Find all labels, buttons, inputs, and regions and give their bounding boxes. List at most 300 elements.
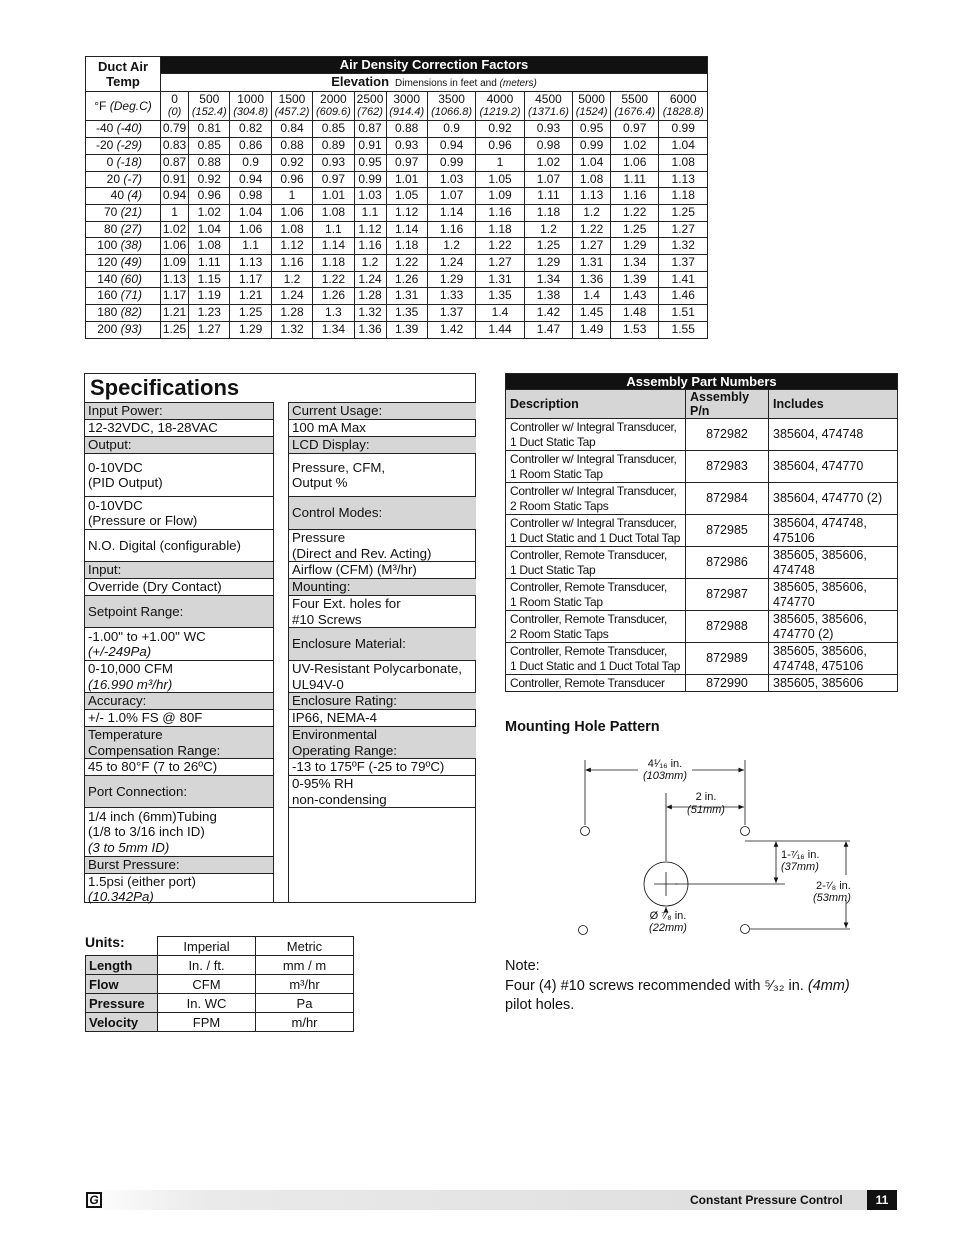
assembly-part-numbers-table: [505, 373, 898, 692]
density-cell: 1.51: [659, 305, 708, 322]
density-cell: 1.25: [611, 221, 659, 238]
assembly-header-pn: Assembly P/n: [686, 390, 769, 419]
assembly-pn: 872989: [686, 643, 769, 675]
temp-label: 80 (27): [86, 221, 161, 238]
spec-value: Override (Dry Contact): [85, 578, 273, 595]
density-cell: 1.41: [659, 271, 708, 288]
dim-upper: 1-⁷⁄₁₆ in.: [781, 849, 820, 861]
density-cell: 0.91: [161, 171, 189, 188]
density-row: [86, 321, 708, 338]
density-cell: 1.25: [230, 305, 271, 322]
dim-half-mm: (51mm): [687, 804, 725, 816]
spec-label: Port Connection:: [85, 775, 273, 807]
assembly-pn: 872983: [686, 451, 769, 483]
density-cell: 1.11: [189, 255, 230, 272]
density-cell: 1.06: [161, 238, 189, 255]
density-cell: 1.13: [659, 171, 708, 188]
density-cell: 1.25: [524, 238, 572, 255]
density-cell: 1.53: [611, 321, 659, 338]
elevation-columns: [86, 92, 708, 121]
density-cell: 1.13: [230, 255, 271, 272]
density-cell: 0.92: [189, 171, 230, 188]
unit-imperial: In. / ft.: [158, 956, 256, 975]
density-row: [86, 288, 708, 305]
units-label: Units:: [85, 934, 125, 950]
units-row: [86, 994, 354, 1013]
elevation-header: Elevation Dimensions in feet and (meters): [161, 73, 708, 92]
density-cell: 0.85: [189, 138, 230, 155]
air-density-table: [85, 56, 708, 339]
temp-label: 40 (4): [86, 188, 161, 205]
spec-label: Environmental Operating Range:: [289, 726, 476, 758]
assembly-row: [506, 611, 898, 643]
density-cell: 0.96: [189, 188, 230, 205]
density-cell: 0.81: [189, 121, 230, 138]
temp-label: 140 (60): [86, 271, 161, 288]
footer-title: Constant Pressure Control: [690, 1193, 843, 1207]
density-cell: 1.07: [524, 171, 572, 188]
density-cell: 1.06: [271, 204, 312, 221]
assembly-description: Controller, Remote Transducer: [506, 675, 686, 692]
density-cell: 1.09: [161, 255, 189, 272]
units-row: [86, 975, 354, 994]
elevation-col-12: 6000 (1828.8): [659, 92, 708, 121]
density-cell: 0.94: [161, 188, 189, 205]
density-title: Air Density Correction Factors: [161, 57, 708, 74]
density-cell: 1.4: [573, 288, 611, 305]
density-cell: 1.45: [573, 305, 611, 322]
spec-value: 100 mA Max: [289, 419, 476, 436]
density-cell: 1.25: [161, 321, 189, 338]
mounting-hole-title: Mounting Hole Pattern: [505, 719, 660, 735]
unit-metric: mm / m: [256, 956, 354, 975]
assembly-row: [506, 547, 898, 579]
density-cell: 1.32: [271, 321, 312, 338]
elevation-col-10: 5000 (1524): [573, 92, 611, 121]
spec-value: IP66, NEMA-4: [289, 709, 476, 726]
elevation-col-4: 2000 (609.6): [313, 92, 354, 121]
temp-label: 180 (82): [86, 305, 161, 322]
density-row: [86, 255, 708, 272]
density-cell: 1.03: [427, 171, 475, 188]
density-cell: 1.17: [230, 271, 271, 288]
units-header-imperial: Imperial: [158, 937, 256, 956]
spec-value: Pressure (Direct and Rev. Acting): [289, 529, 476, 561]
density-cell: 1.08: [573, 171, 611, 188]
unit-name: Velocity: [86, 1013, 158, 1032]
density-cell: 1.1: [354, 204, 386, 221]
density-cell: 1.32: [354, 305, 386, 322]
density-cell: 1.12: [354, 221, 386, 238]
density-cell: 1.18: [659, 188, 708, 205]
density-cell: 1.24: [427, 255, 475, 272]
density-cell: 1.34: [313, 321, 354, 338]
spec-value: 0-10,000 CFM (16.990 m³/hr): [85, 660, 273, 692]
density-cell: 1.08: [659, 154, 708, 171]
dim-lower: 2-⁷⁄₈ in.: [816, 880, 851, 892]
temp-label: 20 (-7): [86, 171, 161, 188]
density-cell: 1.37: [427, 305, 475, 322]
assembly-row: [506, 515, 898, 547]
density-cell: 1.02: [189, 204, 230, 221]
density-cell: 1.16: [476, 204, 524, 221]
mount-hole-bottom-left: [579, 926, 588, 935]
spec-label: Setpoint Range:: [85, 595, 273, 627]
density-cell: 1.43: [611, 288, 659, 305]
density-cell: 1.55: [659, 321, 708, 338]
density-cell: 0.96: [476, 138, 524, 155]
density-cell: 1.05: [476, 171, 524, 188]
spec-label: Burst Pressure:: [85, 856, 273, 873]
spec-value: Pressure, CFM, Output %: [289, 453, 476, 496]
unit-metric: m³/hr: [256, 975, 354, 994]
density-cell: 1.29: [611, 238, 659, 255]
density-cell: 1.14: [386, 221, 427, 238]
density-cell: 0.87: [354, 121, 386, 138]
temp-label: 100 (38): [86, 238, 161, 255]
dim-hole-mm: (22mm): [649, 922, 687, 934]
density-cell: 1.15: [189, 271, 230, 288]
density-cell: 1.36: [354, 321, 386, 338]
dim-hole: Ø ⁷⁄₈ in.: [649, 910, 687, 922]
density-cell: 1.42: [427, 321, 475, 338]
density-cell: 0.86: [230, 138, 271, 155]
spec-value: 1.5psi (either port) (10.342Pa): [85, 873, 273, 904]
elevation-col-11: 5500 (1676.4): [611, 92, 659, 121]
density-row: [86, 138, 708, 155]
density-cell: 1.24: [354, 271, 386, 288]
density-cell: 0.88: [189, 154, 230, 171]
density-cell: 1.04: [230, 204, 271, 221]
elevation-col-5: 2500 (762): [354, 92, 386, 121]
specifications-title: Specifications: [90, 375, 240, 400]
assembly-pn: 872988: [686, 611, 769, 643]
density-cell: 1.1: [230, 238, 271, 255]
density-cell: 1.48: [611, 305, 659, 322]
density-cell: 1.14: [313, 238, 354, 255]
density-cell: 1.44: [476, 321, 524, 338]
density-cell: 1.14: [427, 204, 475, 221]
assembly-row: [506, 643, 898, 675]
density-cell: 1.18: [386, 238, 427, 255]
elevation-col-8: 4000 (1219.2): [476, 92, 524, 121]
spec-label: LCD Display:: [289, 436, 476, 453]
specifications-box: [84, 373, 476, 903]
density-cell: 1: [271, 188, 312, 205]
density-cell: 1.27: [476, 255, 524, 272]
density-cell: 1.08: [189, 238, 230, 255]
density-row: [86, 171, 708, 188]
density-cell: 1.34: [611, 255, 659, 272]
density-cell: 1.33: [427, 288, 475, 305]
density-cell: 1.22: [386, 255, 427, 272]
density-cell: 1.28: [354, 288, 386, 305]
density-cell: 1.04: [659, 138, 708, 155]
assembly-header-includes: Includes: [769, 390, 898, 419]
assembly-row: [506, 451, 898, 483]
density-cell: 0.95: [354, 154, 386, 171]
assembly-row: [506, 579, 898, 611]
density-row: [86, 305, 708, 322]
density-cell: 1.31: [476, 271, 524, 288]
assembly-includes: 385604, 474748: [769, 419, 898, 451]
spec-label: Enclosure Rating:: [289, 692, 476, 709]
units-row: [86, 1013, 354, 1032]
density-cell: 1.08: [313, 204, 354, 221]
assembly-pn: 872986: [686, 547, 769, 579]
density-cell: 0.98: [524, 138, 572, 155]
density-cell: 1.27: [659, 221, 708, 238]
spec-value: 0-95% RH non-condensing: [289, 775, 476, 807]
density-cell: 1.21: [161, 305, 189, 322]
density-cell: 0.79: [161, 121, 189, 138]
assembly-description: Controller w/ Integral Transducer, 1 Room Static Tap: [506, 451, 686, 483]
note-text: Four (4) #10 screws recommended with ⁵⁄₃₂ in. (4mm): [505, 977, 850, 994]
mounting-note: [505, 957, 895, 1016]
density-cell: 1.32: [659, 238, 708, 255]
spec-label: Output:: [85, 436, 273, 453]
density-cell: 1.38: [524, 288, 572, 305]
density-cell: 1.18: [476, 221, 524, 238]
density-cell: 1.11: [524, 188, 572, 205]
density-cell: 1.01: [313, 188, 354, 205]
corner-header: Duct Air Temp: [86, 57, 161, 92]
density-cell: 0.97: [386, 154, 427, 171]
density-cell: 1.16: [354, 238, 386, 255]
density-cell: 1: [476, 154, 524, 171]
spec-label: Input Power:: [85, 402, 273, 419]
units-row: [86, 956, 354, 975]
spec-label: Accuracy:: [85, 692, 273, 709]
unit-imperial: In. WC: [158, 994, 256, 1013]
density-cell: 1.28: [271, 305, 312, 322]
density-cell: 0.88: [271, 138, 312, 155]
density-cell: 1: [161, 204, 189, 221]
density-cell: 1.07: [427, 188, 475, 205]
mounting-hole-diagram: [560, 755, 860, 945]
temp-label: 120 (49): [86, 255, 161, 272]
spec-label: Mounting:: [289, 578, 476, 595]
density-cell: 1.06: [611, 154, 659, 171]
note-label: Note:: [505, 958, 540, 974]
density-cell: 1.49: [573, 321, 611, 338]
assembly-row: [506, 419, 898, 451]
density-cell: 1.27: [189, 321, 230, 338]
density-cell: 1.2: [354, 255, 386, 272]
unit-metric: m/hr: [256, 1013, 354, 1032]
density-cell: 1.04: [573, 154, 611, 171]
density-cell: 1.37: [659, 255, 708, 272]
assembly-pn: 872985: [686, 515, 769, 547]
density-cell: 1.39: [386, 321, 427, 338]
spec-value: +/- 1.0% FS @ 80F: [85, 709, 273, 726]
density-cell: 1.04: [189, 221, 230, 238]
density-cell: 0.95: [573, 121, 611, 138]
assembly-description: Controller, Remote Transducer, 1 Duct Static Tap: [506, 547, 686, 579]
density-cell: 1.05: [386, 188, 427, 205]
assembly-description: Controller, Remote Transducer, 1 Room Static Tap: [506, 579, 686, 611]
density-cell: 1.16: [611, 188, 659, 205]
density-cell: 1.03: [354, 188, 386, 205]
density-cell: 1.12: [271, 238, 312, 255]
assembly-pn: 872990: [686, 675, 769, 692]
spec-value: Airflow (CFM) (M³/hr): [289, 561, 476, 578]
density-row: [86, 271, 708, 288]
mount-hole-bottom-right: [741, 925, 750, 934]
density-cell: 1.13: [573, 188, 611, 205]
density-cell: 1.18: [524, 204, 572, 221]
density-cell: 0.91: [354, 138, 386, 155]
density-cell: 1.31: [573, 255, 611, 272]
units-header-metric: Metric: [256, 937, 354, 956]
density-cell: 0.88: [386, 121, 427, 138]
density-cell: 1.2: [427, 238, 475, 255]
density-cell: 0.97: [313, 171, 354, 188]
density-cell: 0.82: [230, 121, 271, 138]
density-cell: 1.1: [313, 221, 354, 238]
density-cell: 0.92: [476, 121, 524, 138]
assembly-description: Controller w/ Integral Transducer, 1 Duct Static and 1 Duct Total Tap: [506, 515, 686, 547]
spec-value: UV-Resistant Polycarbonate, UL94V-0: [289, 660, 476, 692]
assembly-includes: 385604, 474770: [769, 451, 898, 483]
assembly-description: Controller w/ Integral Transducer, 2 Room Static Taps: [506, 483, 686, 515]
spec-value: -1.00" to +1.00" WC (+/-249Pa): [85, 627, 273, 660]
density-row: [86, 204, 708, 221]
density-cell: 1.12: [386, 204, 427, 221]
spec-value: 0-10VDC (Pressure or Flow): [85, 496, 273, 529]
density-cell: 0.93: [386, 138, 427, 155]
density-cell: 0.99: [659, 121, 708, 138]
temp-label: 200 (93): [86, 321, 161, 338]
unit-name: Length: [86, 956, 158, 975]
dim-upper-mm: (37mm): [781, 861, 819, 873]
assembly-row: [506, 483, 898, 515]
density-cell: 1.18: [313, 255, 354, 272]
density-cell: 0.84: [271, 121, 312, 138]
spec-label: Control Modes:: [289, 496, 476, 529]
density-cell: 1.36: [573, 271, 611, 288]
density-row: [86, 121, 708, 138]
density-cell: 1.22: [573, 221, 611, 238]
density-cell: 0.93: [524, 121, 572, 138]
unit-imperial: CFM: [158, 975, 256, 994]
density-cell: 1.31: [386, 288, 427, 305]
density-cell: 1.26: [313, 288, 354, 305]
spec-value: [289, 807, 476, 935]
density-cell: 1.47: [524, 321, 572, 338]
assembly-pn: 872987: [686, 579, 769, 611]
density-cell: 0.98: [230, 188, 271, 205]
temp-label: 160 (71): [86, 288, 161, 305]
density-cell: 0.96: [271, 171, 312, 188]
temp-label: -40 (-40): [86, 121, 161, 138]
elevation-col-6: 3000 (914.4): [386, 92, 427, 121]
spec-value: 0-10VDC (PID Output): [85, 453, 273, 496]
density-cell: 1.2: [524, 221, 572, 238]
density-cell: 0.9: [230, 154, 271, 171]
density-cell: 1.11: [611, 171, 659, 188]
density-cell: 0.99: [427, 154, 475, 171]
spec-value: 12-32VDC, 18-28VAC: [85, 419, 273, 436]
dim-width: 4¹⁄₁₆ in.: [647, 758, 683, 770]
elevation-col-2: 1000 (304.8): [230, 92, 271, 121]
dim-lower-mm: (53mm): [813, 892, 851, 904]
page-number: 11: [867, 1190, 897, 1210]
assembly-includes: 385604, 474770 (2): [769, 483, 898, 515]
density-cell: 0.83: [161, 138, 189, 155]
density-cell: 1.17: [161, 288, 189, 305]
density-cell: 1.02: [611, 138, 659, 155]
assembly-includes: 385605, 385606, 474748: [769, 547, 898, 579]
density-cell: 1.3: [313, 305, 354, 322]
mount-hole-top-right: [741, 827, 750, 836]
spec-label: Input:: [85, 561, 273, 578]
assembly-description: Controller, Remote Transducer, 1 Duct Static and 1 Duct Total Tap: [506, 643, 686, 675]
dim-half: 2 in.: [695, 791, 717, 803]
density-cell: 1.21: [230, 288, 271, 305]
density-row: [86, 154, 708, 171]
density-cell: 1.25: [659, 204, 708, 221]
elevation-col-1: 500 (152.4): [189, 92, 230, 121]
spec-label: Temperature Compensation Range:: [85, 726, 273, 758]
density-cell: 1.19: [189, 288, 230, 305]
density-cell: 1.09: [476, 188, 524, 205]
unit-name: Pressure: [86, 994, 158, 1013]
density-cell: 1.16: [271, 255, 312, 272]
density-cell: 0.94: [427, 138, 475, 155]
density-cell: 1.22: [611, 204, 659, 221]
temp-label: 70 (21): [86, 204, 161, 221]
brand-logo-icon: G: [86, 1192, 102, 1208]
density-cell: 1.35: [476, 288, 524, 305]
assembly-description: Controller, Remote Transducer, 2 Room Static Taps: [506, 611, 686, 643]
units-table: [85, 936, 354, 1032]
density-cell: 1.39: [611, 271, 659, 288]
elevation-col-7: 3500 (1066.8): [427, 92, 475, 121]
assembly-description: Controller w/ Integral Transducer, 1 Duct Static Tap: [506, 419, 686, 451]
elevation-col-0: 0 (0): [161, 92, 189, 121]
assembly-header-description: Description: [506, 390, 686, 419]
assembly-includes: 385605, 385606, 474748, 475106: [769, 643, 898, 675]
temp-unit-header: °F (Deg.C): [86, 92, 161, 121]
spec-value: Four Ext. holes for #10 Screws: [289, 595, 476, 627]
spec-label: Current Usage:: [289, 402, 476, 419]
density-cell: 1.2: [573, 204, 611, 221]
density-cell: 1.22: [476, 238, 524, 255]
density-cell: 1.22: [313, 271, 354, 288]
density-cell: 0.89: [313, 138, 354, 155]
density-cell: 1.46: [659, 288, 708, 305]
density-cell: 1.08: [271, 221, 312, 238]
spec-value: 1/4 inch (6mm)Tubing (1/8 to 3/16 inch ID) (3 to 5mm ID): [85, 807, 273, 856]
assembly-pn: 872984: [686, 483, 769, 515]
assembly-row: [506, 675, 898, 692]
assembly-title: Assembly Part Numbers: [506, 374, 898, 390]
density-cell: 1.02: [161, 221, 189, 238]
density-cell: 1.42: [524, 305, 572, 322]
density-cell: 1.13: [161, 271, 189, 288]
assembly-includes: 385605, 385606, 474770 (2): [769, 611, 898, 643]
assembly-includes: 385605, 385606, 474770: [769, 579, 898, 611]
density-cell: 0.94: [230, 171, 271, 188]
density-cell: 0.99: [354, 171, 386, 188]
density-cell: 1.01: [386, 171, 427, 188]
density-cell: 1.27: [573, 238, 611, 255]
assembly-includes: 385605, 385606: [769, 675, 898, 692]
density-cell: 1.29: [230, 321, 271, 338]
density-cell: 1.06: [230, 221, 271, 238]
density-cell: 1.02: [524, 154, 572, 171]
